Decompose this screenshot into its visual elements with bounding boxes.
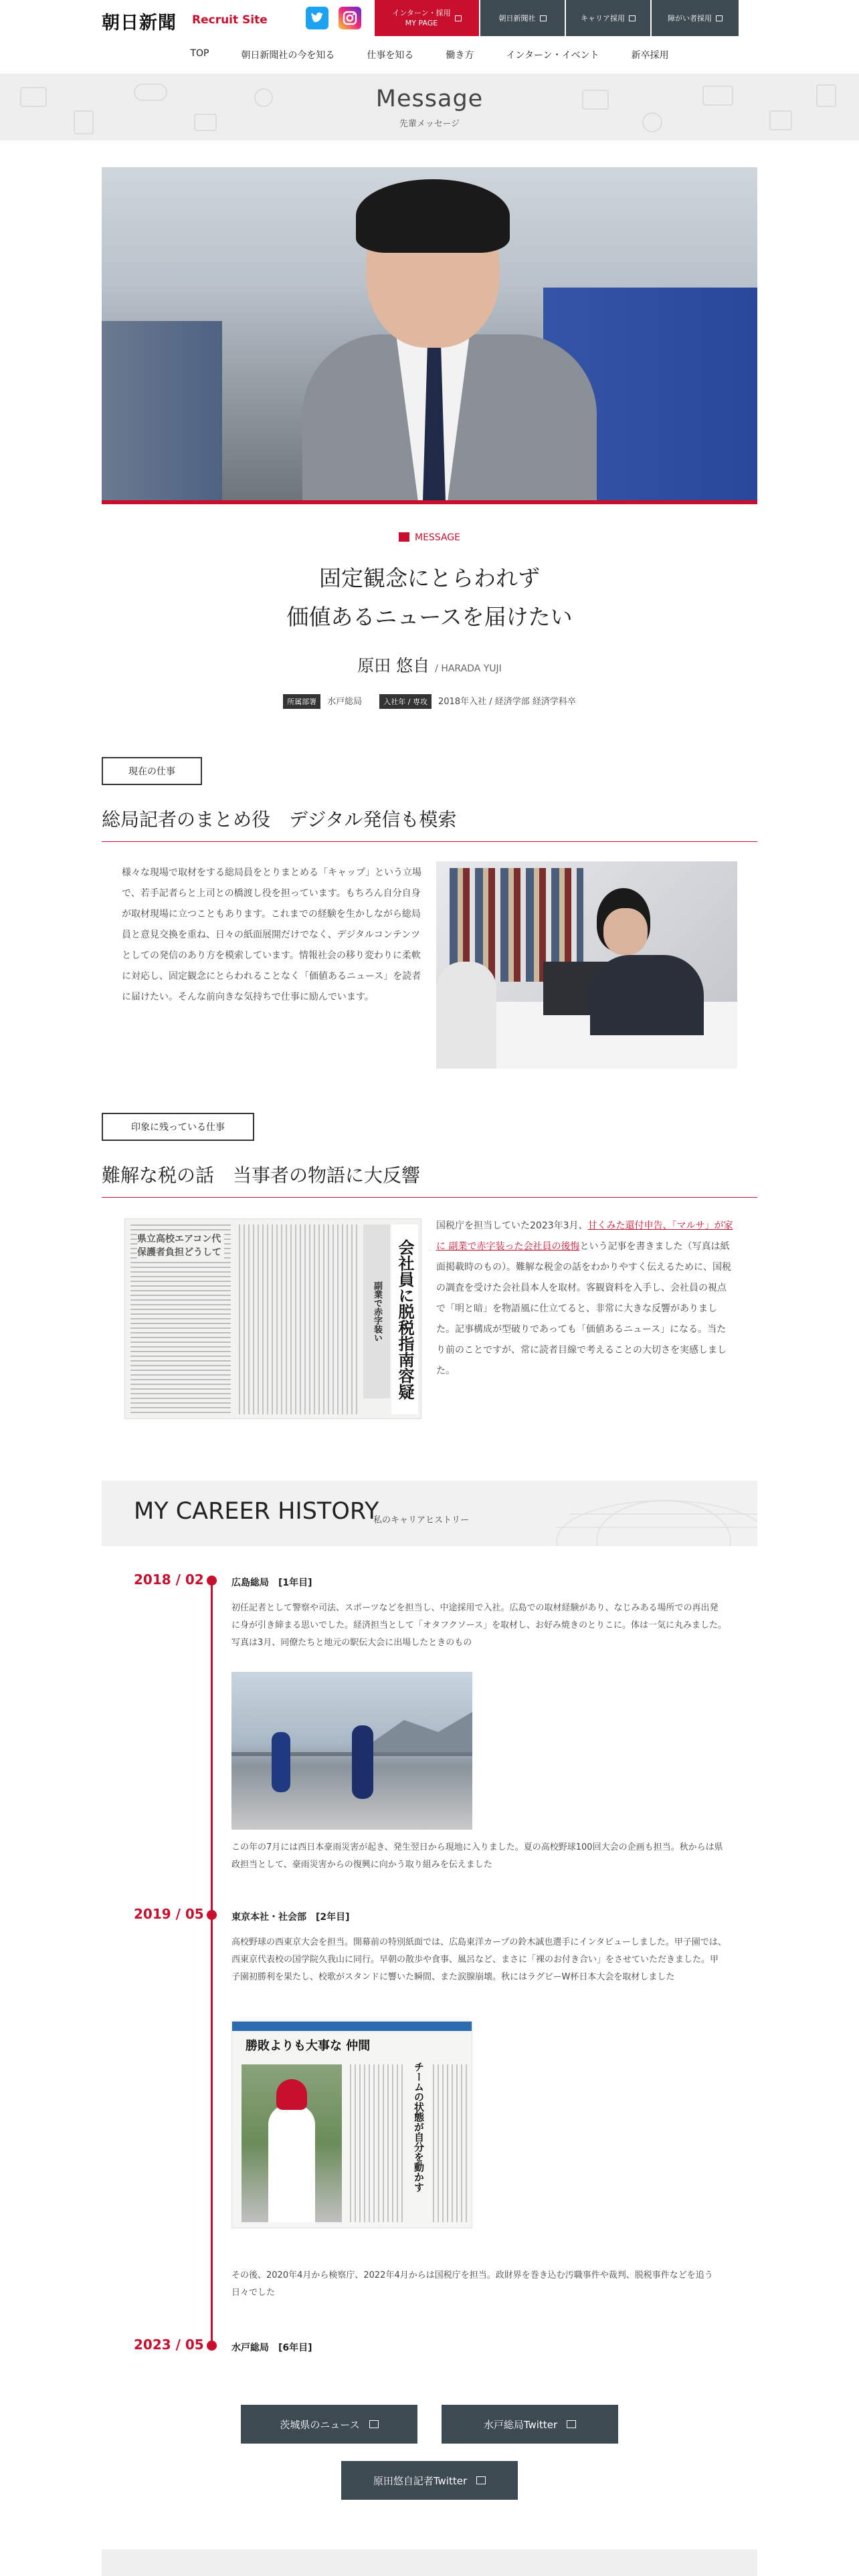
section-label-current: 現在の仕事 (102, 757, 202, 785)
marathon-photo (231, 1672, 472, 1830)
timeline-text: 高校野球の西東京大会を担当。開幕前の特別紙面では、広島東洋カープの鈴木誠也選手にインタビューしました。甲子園では、西東京代表校の国学院久我山に同行。早朝の散歩や食事、風呂など、まさに「裸のお付き合い」をさせていただきました。甲子園初勝利を果たし、校歌がスタンドに響いた瞬間、また涙腺崩壊。秋にはラグビーW杯日本大会を取材しました (231, 1937, 727, 1982)
main-nav (0, 41, 859, 70)
ibaraki-news-button[interactable] (241, 2405, 417, 2444)
person-name (0, 653, 859, 677)
external-link-icon (540, 15, 547, 21)
timeline-date: 2018 / 02 (134, 1572, 204, 1588)
external-link-icon (716, 15, 723, 21)
footer-band (102, 2549, 757, 2576)
newspaper-headline: 会社員に脱税指南容疑 (391, 1224, 418, 1414)
timeline-date: 2023 / 05 (134, 2337, 204, 2353)
external-link-icon (369, 2420, 379, 2428)
player-cap (276, 2079, 307, 2110)
external-link-icon (476, 2476, 486, 2484)
clipping-column (433, 2064, 468, 2222)
dept-value: 水戸総局 (327, 697, 363, 707)
newspaper-subheadline: 副業で赤字装い (363, 1224, 390, 1398)
page-title: Message (375, 86, 484, 112)
year-value: 2018年入社 / 経済学部 経済学科卒 (438, 697, 576, 707)
reporter-twitter-button[interactable] (341, 2461, 518, 2500)
runner-2 (352, 1725, 373, 1799)
timeline-dot (207, 1910, 217, 1920)
timeline-place: 広島総局 [1年目] (231, 1578, 312, 1588)
text-before-link: 国税庁を担当していた2023年3月、 (436, 1220, 588, 1231)
year-chip: 入社年 / 専攻 (379, 694, 432, 709)
clipping-column (350, 2064, 403, 2222)
message-title (0, 559, 859, 637)
message-icon (399, 532, 409, 542)
site-header (0, 0, 859, 36)
career-title: MY CAREER HISTORY (134, 1498, 379, 1525)
profile-meta (0, 694, 859, 709)
instagram-icon[interactable] (339, 7, 361, 29)
clipping-subheadline: チームの状態が自分を動かす (413, 2062, 425, 2192)
company-label: 朝日新聞社 (498, 13, 536, 23)
disability-recruit-button[interactable] (652, 0, 739, 36)
ibaraki-news-label: 茨城県のニュース (280, 2418, 360, 2431)
player-photo (242, 2064, 342, 2222)
timeline-date: 2019 / 05 (134, 1906, 204, 1922)
timeline-place: 東京本社・社会部 [2年目] (231, 1912, 350, 1923)
person-face (603, 908, 648, 955)
mito-twitter-label: 水戸総局Twitter (483, 2418, 558, 2431)
person-vest (590, 955, 704, 1035)
newspaper-clipping (124, 1218, 421, 1419)
page-subtitle: 先輩メッセージ (399, 119, 460, 129)
timeline-dot (207, 1576, 217, 1586)
external-link-icon (455, 15, 462, 21)
newspaper-column (239, 1224, 359, 1414)
hero-photo (102, 167, 757, 502)
clipping-header-bar (232, 2022, 472, 2031)
person-hair (356, 179, 510, 253)
article-link[interactable]: 甘くみた還付申告、「マルサ」が家に 副業で赤字装った会社員の後悔 (436, 1220, 733, 1252)
logo-subtitle: Recruit Site (192, 13, 268, 27)
clipping-headline: 勝敗よりも大事な 仲間 (246, 2039, 371, 2053)
title-line-1: 固定観念にとらわれず (319, 565, 540, 591)
section-heading-memorable: 難解な税の話 当事者の物語に大反響 (102, 1161, 757, 1198)
nav-company-now[interactable]: 朝日新聞社の今を知る (241, 50, 335, 61)
mountains (359, 1712, 472, 1752)
newspaper-small-headline: 県立高校エアコン代 保護者負担どうして (137, 1232, 224, 1259)
nav-jobs[interactable]: 仕事を知る (367, 50, 414, 61)
office-photo (436, 861, 737, 1069)
career-subtitle: 私のキャリアヒストリー (373, 1515, 470, 1525)
hero-accent-bar (102, 500, 757, 504)
runner-1 (272, 1732, 290, 1792)
external-link-icon (629, 15, 636, 21)
timeline-text: 初任記者として警察や司法、スポーツなどを担当し、中途採用で入社。広島での取材経験があり、なじみある場所での再出発に身が引き締まる思いでした。経済担当として「オタフクソース」を取材し、お好み焼きのとりこに。体は一気に丸みました。写真は3月、同僚たちと地元の駅伝大会に出場したときのもの (231, 1603, 727, 1648)
name-en: / HARADA YUJI (435, 663, 502, 674)
timeline-dot (207, 2341, 217, 2351)
foreground-person (436, 962, 496, 1069)
timeline-place: 水戸総局 [6年目] (231, 2343, 312, 2353)
text-after-link: という記事を書きました（写真は紙面掲載時のもの）。難解な税金の話をわかりやすく伝えるために、国税の調査を受けた会社員本人を取材。客観資料を入手し、会社員の視点で「明と暗」を物語風に仕立てると、非常に大きな反響がありました。記事構成が型破りであっても「価値あるニュース」になる。当たり前のことですが、常に読者目線で考えることの大切さを実感しました。 (436, 1241, 731, 1376)
career-label: キャリア採用 (581, 13, 625, 23)
mypage-label-1: インターン・採用 (392, 9, 451, 17)
timeline-text: その後、2020年4月から検察庁、2022年4月からは国税庁を担当。政財界を巻き込む汚職事件や裁判、脱税事件などを追う日々でした (231, 2270, 713, 2298)
timeline-line (211, 1578, 213, 2347)
title-line-2: 価値あるニュースを届けたい (286, 604, 573, 630)
nav-new-grad[interactable]: 新卒採用 (631, 50, 669, 61)
dept-chip: 所属部署 (283, 694, 320, 709)
mypage-button[interactable] (375, 0, 479, 36)
timeline-text: この年の7月には西日本豪雨災害が起き、発生翌日から現地に入りました。夏の高校野球100回大会の企画も担当。秋からは県政担当として、豪雨災害からの復興に向かう取り組みを伝えました (231, 1842, 723, 1870)
nav-intern-event[interactable]: インターン・イベント (506, 50, 599, 61)
background-wall (102, 321, 222, 502)
nav-workstyle[interactable]: 働き方 (446, 50, 474, 61)
section-text-current: 様々な現場で取材をする総局員をとりまとめる「キャップ」という立場で、若手記者らと上司との橋渡し役を担っています。もちろん自分自身が取材現場に立つこともあります。これまでの経験を生かしながら総局員と意見交換を重ね、日々の紙面展開だけでなく、デジタルコンテンツとしての発信のあり方を模索しています。情報社会の移り変わりに柔軟に対応し、固定観念にとらわれることなく「価値あるニュース」を読者に届けたい。そんな前向きな気持ちで仕事に励んでいます。 (122, 867, 421, 1002)
baseball-clipping (231, 2021, 472, 2228)
nav-top[interactable]: TOP (190, 48, 209, 59)
company-button[interactable] (480, 0, 565, 36)
mito-twitter-button[interactable] (442, 2405, 618, 2444)
section-text-memorable (436, 1216, 735, 1382)
reporter-twitter-label: 原田悠自記者Twitter (373, 2474, 468, 2487)
mypage-label-2: MY PAGE (405, 19, 438, 27)
page-banner (0, 74, 859, 140)
external-link-icon (567, 2420, 576, 2428)
disability-label: 障がい者採用 (668, 13, 712, 23)
logo[interactable]: 朝日新聞 (102, 13, 177, 33)
section-label-memorable: 印象に残っている仕事 (102, 1113, 254, 1141)
message-tag-label: MESSAGE (415, 532, 460, 543)
message-tag (0, 532, 859, 543)
player-uniform (268, 2105, 315, 2222)
section-heading-current: 総局記者のまとめ役 デジタル発信も模索 (102, 805, 757, 842)
name-ja: 原田 悠自 (357, 656, 430, 675)
twitter-icon[interactable] (306, 7, 328, 29)
career-recruit-button[interactable] (566, 0, 650, 36)
